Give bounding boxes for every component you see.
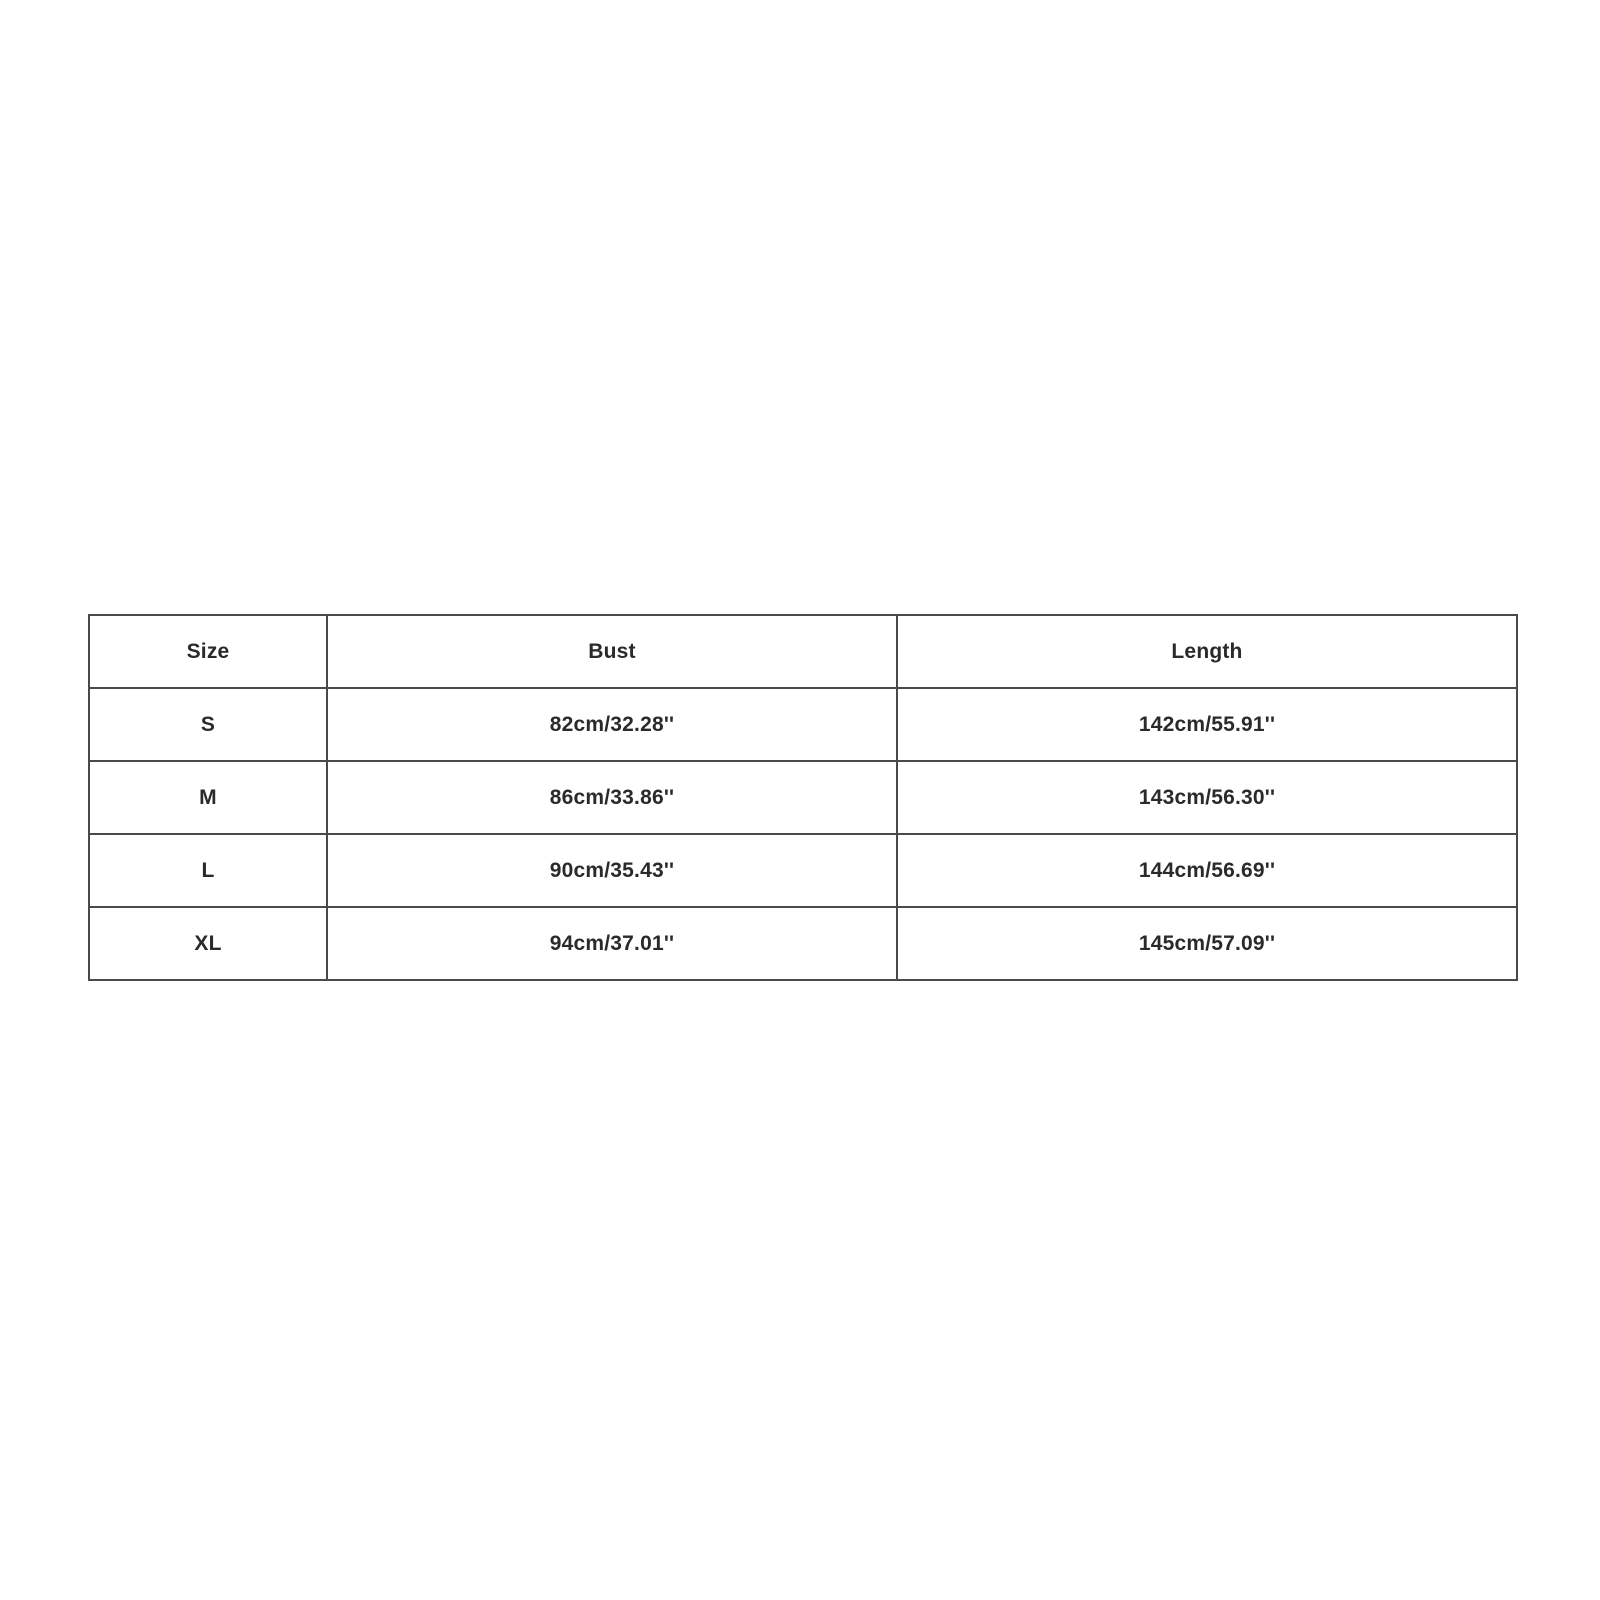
- cell-length: 142cm/55.91'': [897, 688, 1517, 761]
- cell-size: S: [89, 688, 327, 761]
- table-row: [89, 907, 1517, 980]
- cell-bust: 94cm/37.01'': [327, 907, 897, 980]
- header-bust: Bust: [327, 615, 897, 688]
- header-size: Size: [89, 615, 327, 688]
- table-row: [89, 834, 1517, 907]
- cell-size: M: [89, 761, 327, 834]
- size-chart-table: [88, 614, 1518, 981]
- table-header-row: [89, 615, 1517, 688]
- cell-length: 143cm/56.30'': [897, 761, 1517, 834]
- cell-length: 144cm/56.69'': [897, 834, 1517, 907]
- cell-length: 145cm/57.09'': [897, 907, 1517, 980]
- cell-bust: 82cm/32.28'': [327, 688, 897, 761]
- cell-bust: 90cm/35.43'': [327, 834, 897, 907]
- cell-size: L: [89, 834, 327, 907]
- cell-bust: 86cm/33.86'': [327, 761, 897, 834]
- cell-size: XL: [89, 907, 327, 980]
- header-length: Length: [897, 615, 1517, 688]
- table-row: [89, 761, 1517, 834]
- table-row: [89, 688, 1517, 761]
